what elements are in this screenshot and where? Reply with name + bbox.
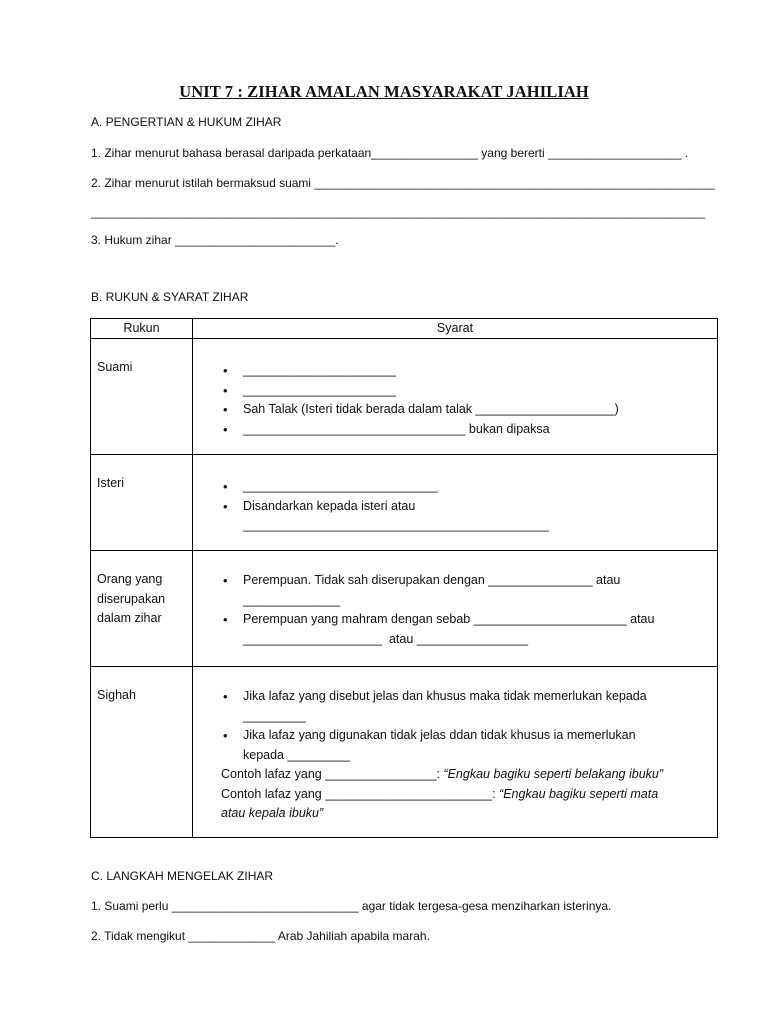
rukun-orang-diserupakan	[91, 551, 193, 667]
question-a2: 2. Zihar menurut istilah bermaksud suami ____________________________________________________________	[91, 176, 715, 190]
list-item-continuation: kepada _________	[243, 747, 351, 762]
question-a3: 3. Hukum zihar ________________________.	[91, 233, 339, 247]
list-item: • Disandarkan kepada isteri atau	[243, 497, 717, 517]
contoh-prefix: Contoh lafaz yang ________________:	[221, 767, 444, 781]
syarat-sighah	[193, 667, 718, 838]
header-rukun: Rukun	[91, 319, 193, 339]
section-a-heading: A. PENGERTIAN & HUKUM ZIHAR	[91, 115, 282, 129]
list-item: • Perempuan. Tidak sah diserupakan dengan _______________ atau	[243, 571, 717, 591]
syarat-sighah-list	[221, 687, 717, 707]
rukun-line: diserupakan	[97, 591, 166, 606]
table-row-isteri	[91, 455, 718, 551]
list-item: • Sah Talak (Isteri tidak berada dalam talak ____________________)	[243, 400, 717, 420]
syarat-orang-list	[221, 571, 717, 591]
rukun-line: Orang yang	[97, 572, 163, 586]
rukun-suami: Suami	[91, 339, 193, 455]
list-item-continuation: ______________	[243, 592, 341, 607]
list-item: • Perempuan yang mahram dengan sebab ______________________ atau	[243, 610, 717, 630]
contoh-lafaz-1	[221, 765, 717, 785]
syarat-isteri-list	[221, 477, 717, 516]
syarat-suami	[193, 339, 718, 455]
contoh-quote: “Engkau bagiku seperti mata	[499, 786, 659, 801]
contoh-quote: “Engkau bagiku seperti belakang ibuku”	[443, 767, 664, 781]
syarat-suami-list	[221, 361, 717, 439]
question-c2: 2. Tidak mengikut _____________ Arab Jahiliah apabila marah.	[91, 929, 430, 943]
list-item: • ________________________________ bukan dipaksa	[243, 420, 717, 440]
list-item: • Jika lafaz yang digunakan tidak jelas ddan tidak khusus ia memerlukan	[243, 726, 717, 746]
table-header-row	[91, 319, 718, 339]
table-row-suami	[91, 339, 718, 455]
list-item: • ______________________	[243, 381, 717, 401]
header-syarat: Syarat	[193, 319, 718, 339]
list-item: • ____________________________	[243, 477, 717, 497]
syarat-orang-diserupakan	[193, 551, 718, 667]
list-item-continuation: ____________________ atau ________________	[243, 631, 529, 646]
rukun-isteri: Isteri	[91, 455, 193, 551]
list-item-continuation: _________	[243, 708, 306, 723]
question-a2-continuation: ____________________________________________________________________________________________	[91, 205, 705, 219]
syarat-orang-list-2	[221, 610, 717, 630]
list-item-continuation: ____________________________________________	[243, 518, 549, 532]
rukun-sighah: Sighah	[91, 667, 193, 838]
syarat-sighah-list-2	[221, 726, 717, 746]
section-c-heading: C. LANGKAH MENGELAK ZIHAR	[91, 869, 274, 883]
question-a1: 1. Zihar menurut bahasa berasal daripada perkataan________________ yang bererti ____________________ .	[91, 146, 689, 160]
syarat-isteri	[193, 455, 718, 551]
question-c1: 1. Suami perlu ____________________________ agar tidak tergesa-gesa menziharkan isterinya.	[91, 899, 612, 913]
contoh-quote: atau kepala ibuku”	[221, 806, 324, 820]
contoh-lafaz-2-continuation	[221, 804, 717, 824]
rukun-line: dalam zihar	[97, 611, 162, 625]
list-item: • ______________________	[243, 361, 717, 381]
table-row-sighah	[91, 667, 718, 838]
section-b-heading: B. RUKUN & SYARAT ZIHAR	[91, 290, 249, 304]
table-row-orang-diserupakan	[91, 551, 718, 667]
contoh-lafaz-2	[221, 785, 717, 805]
rukun-syarat-table	[90, 318, 718, 838]
list-item: • Jika lafaz yang disebut jelas dan khusus maka tidak memerlukan kepada	[243, 687, 717, 707]
contoh-prefix: Contoh lafaz yang ________________________:	[221, 786, 500, 801]
page-title: UNIT 7 : ZIHAR AMALAN MASYARAKAT JAHILIAH	[179, 82, 589, 101]
